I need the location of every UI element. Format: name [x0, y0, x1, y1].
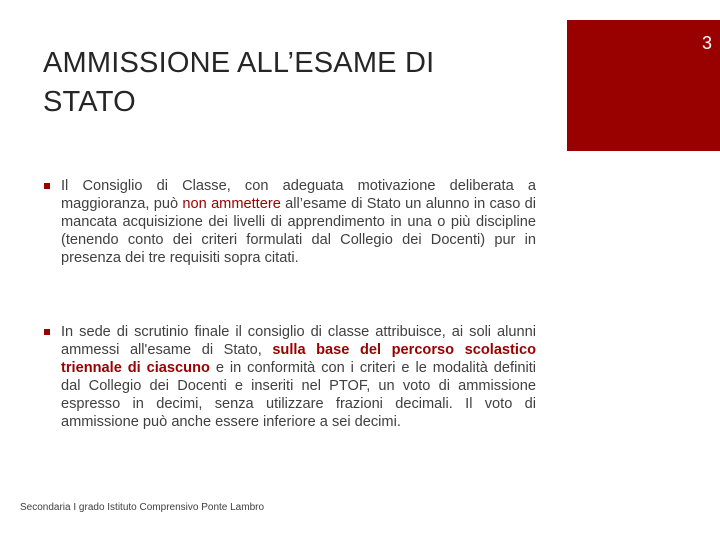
- bullet-text-part: all’esame di Stato un alunno in caso di mancata acquisizione dei livelli di apprendimento in una o più discipline (tenendo conto dei criteri formulati dal Collegio dei Docenti) pur in presenza dei tre requisiti sopra citati.: [61, 196, 537, 266]
- bullet-item: [44, 323, 536, 431]
- bullet-text: [61, 177, 536, 267]
- bullet-text-part: e in conformità con i criteri e le modalità definiti dal Collegio dei Docenti e inseriti nel PTOF, un voto di ammissione espresso in decimi, senza utilizzare frazioni decimali. Il voto di ammissione può anche essere inferiore a sei decimi.: [61, 360, 536, 430]
- slide-title: AMMISSIONE ALL’ESAME DI STATO: [43, 47, 435, 118]
- page-number: 3: [701, 33, 712, 53]
- bullet-text: [61, 323, 536, 431]
- accent-box: [567, 20, 720, 151]
- square-bullet-icon: [44, 183, 50, 189]
- bullet-item: [44, 177, 536, 267]
- bullet-text-part: Il Consiglio di Classe, con adeguata motivazione deliberata a maggioranza, può: [61, 178, 536, 212]
- square-bullet-icon: [44, 329, 50, 335]
- bullet-highlight: sulla base del percorso scolastico triennale di ciascuno: [61, 342, 536, 376]
- slide-footer: Secondaria I grado Istituto Comprensivo Ponte Lambro: [20, 502, 265, 513]
- bullet-text-part: In sede di scrutinio finale il consiglio di classe attribuisce, ai soli alunni ammessi all'esame di Stato,: [61, 324, 536, 358]
- bullet-highlight: non ammettere: [182, 196, 281, 212]
